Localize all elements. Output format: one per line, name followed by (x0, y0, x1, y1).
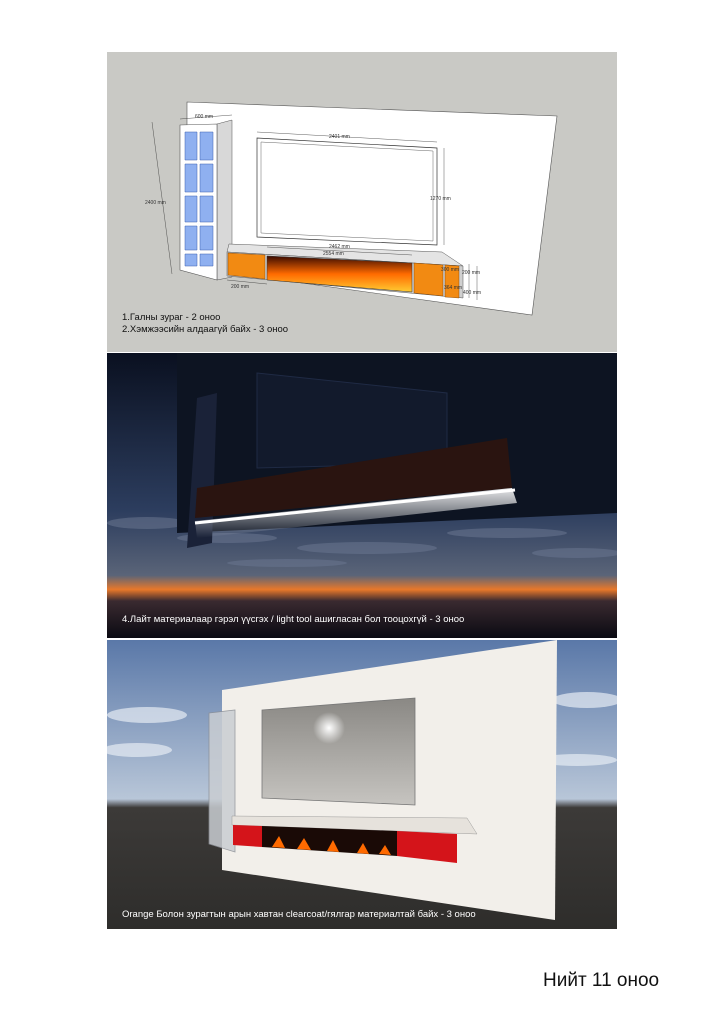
dim-right-d: 400 mm (463, 290, 482, 296)
cabinet-glass (209, 710, 235, 852)
night-render-panel (107, 353, 617, 638)
total-score: Нийт 11 оноо (543, 970, 660, 991)
red-panel-left (233, 825, 262, 847)
dim-base-depth: 200 mm (231, 284, 250, 290)
night-caption: 4.Лайт материалаар гэрэл үүсгэх / light tool ашигласан бол тооцохгүй - 3 оноо (122, 614, 465, 625)
caption-line-2: 2.Хэмжээсийн алдаагүй байх - 3 оноо (122, 324, 289, 335)
dim-cabinet-width: 600 mm (195, 114, 214, 120)
dim-right-a: 300 mm (441, 267, 460, 273)
tv-frame (257, 138, 437, 245)
day-render-panel (107, 640, 617, 929)
dimension-sketch (107, 52, 617, 352)
dim-base-outer: 2554 mm (323, 251, 344, 257)
day-caption: Orange Болон зурагтын арын хавтан clearcoat/гялгар материалтай байх - 3 оноо (122, 909, 476, 920)
dim-base-inner: 2462 mm (329, 244, 350, 250)
day-render (107, 640, 617, 929)
caption-line-1: 1.Галны зураг - 2 оноо (122, 312, 221, 323)
sketch-captions (122, 312, 288, 336)
orange-panel-left (228, 253, 265, 279)
dim-right-c: 364 mm (444, 285, 463, 291)
night-render (107, 353, 617, 638)
tv-reflective (262, 698, 415, 805)
dim-right-b: 200 mm (462, 270, 481, 276)
dim-tv-height: 1270 mm (430, 196, 451, 202)
dim-tv-width: 2401 mm (329, 134, 350, 140)
orange-panel-right (414, 263, 443, 296)
dim-cabinet-height: 2400 mm (145, 200, 166, 206)
sketch-panel (107, 52, 617, 352)
